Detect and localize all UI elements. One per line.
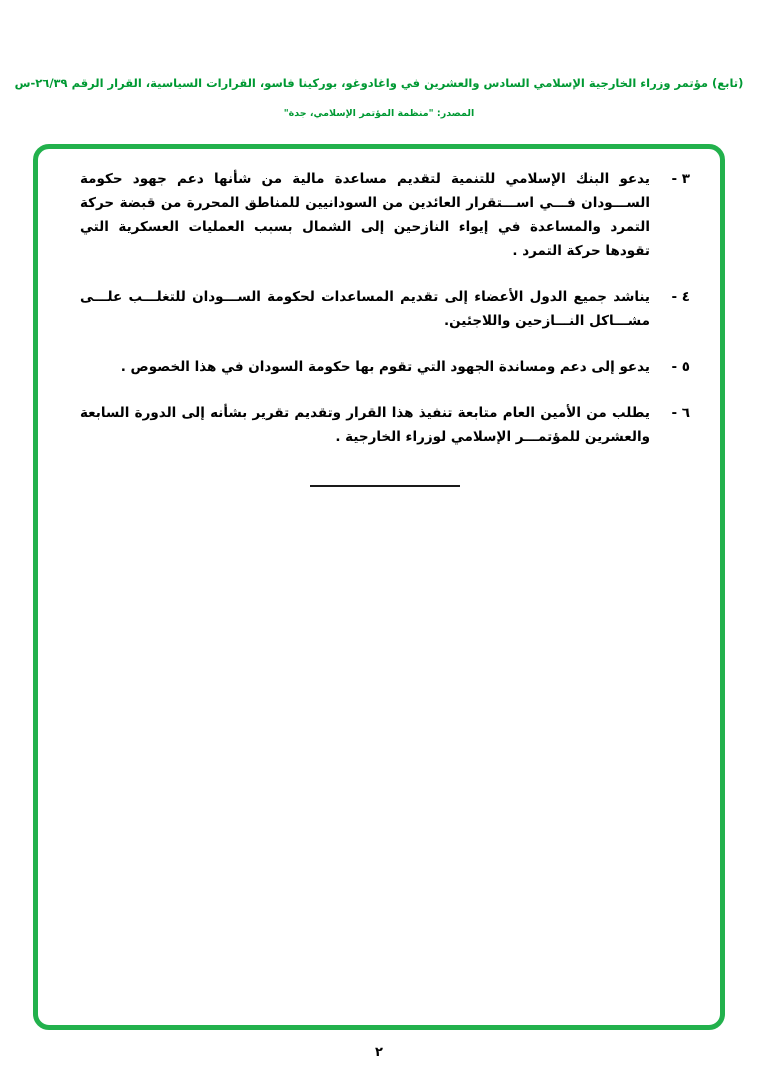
source-line: المصدر: "منظمة المؤتمر الإسلامي، جدة" [283, 108, 475, 119]
item-number: ٦ - [671, 405, 690, 421]
resolution-item [80, 167, 690, 263]
item-number: ٣ - [671, 171, 690, 187]
item-lead-word: يدعو [619, 359, 650, 375]
item-lead-word: يدعو [619, 171, 650, 187]
resolution-item [80, 355, 690, 379]
item-body-text: جميع الدول الأعضاء إلى تقديم المساعدات لحكومة الســـودان للتغلـــب علـــى مشـــاكل النـــازحين واللاجئين. [80, 289, 650, 329]
item-lead-word: يناشد [613, 289, 651, 305]
document-title: (تابع) مؤتمر وزراء الخارجية الإسلامي السادس والعشرين في واغادوغو، بوركينا فاسو، القرارات السياسية، القرار الرقم ٢٦/٣٩-س [14, 76, 744, 90]
resolution-item [80, 285, 690, 333]
item-text [80, 401, 650, 449]
page-number: ٢ [375, 1045, 383, 1060]
item-text [80, 285, 650, 333]
item-text [80, 355, 650, 379]
separator-line [310, 485, 460, 487]
item-body-text: البنك الإسلامي للتنمية لتقديم مساعدة مالية من شأنها دعم جهود حكومة الســـودان فـــي اســـتقرار العائدين من السودانيين للمناطق المحررة من قبضة حركة التمرد والمساعدة في إيواء النازحين إلى الشمال بسبب العمليات العسكرية التي تقودها حركة التمرد . [80, 171, 650, 259]
item-body-text: إلى دعم ومساندة الجهود التي تقوم بها حكومة السودان في هذا الخصوص . [120, 359, 615, 375]
item-lead-word: يطلب [611, 405, 651, 421]
content-border-box [33, 144, 725, 1030]
resolution-item [80, 401, 690, 449]
item-text [80, 167, 650, 263]
item-number: ٤ - [671, 289, 690, 305]
item-number: ٥ - [671, 359, 690, 375]
resolution-content [38, 149, 720, 487]
item-body-text: من الأمين العام متابعة تنفيذ هذا القرار وتقديم تقرير بشأنه إلى الدورة السابعة والعشرين للمؤتمـــر الإسلامي لوزراء الخارجية . [80, 405, 650, 445]
